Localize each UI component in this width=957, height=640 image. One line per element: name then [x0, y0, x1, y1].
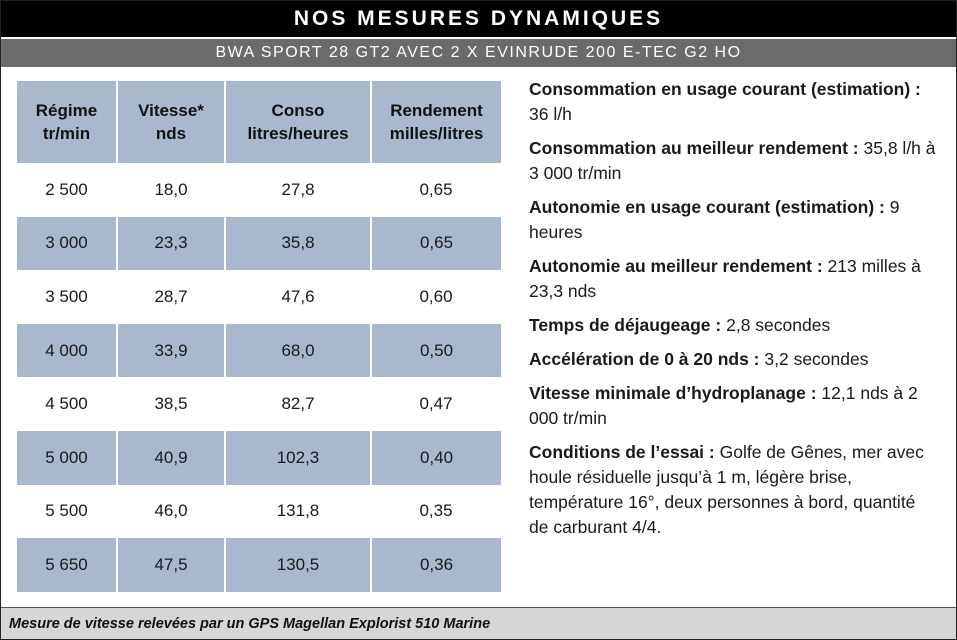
page-title [1, 1, 956, 37]
cell-vitesse: 33,9 [117, 324, 225, 378]
spec-label: Conditions de l’essai : [529, 442, 715, 462]
spec-dejaugeage [529, 313, 939, 338]
cell-regime: 3 500 [17, 270, 117, 324]
cell-conso: 27,8 [225, 163, 371, 217]
spec-conso-courante [529, 77, 939, 127]
title-text: NOS MESURES DYNAMIQUES [293, 7, 664, 30]
spec-acceleration [529, 347, 939, 372]
spec-hydroplanage [529, 381, 939, 431]
table-row [17, 538, 501, 592]
cell-rendement: 0,36 [371, 538, 501, 592]
cell-conso: 131,8 [225, 485, 371, 539]
table-row [17, 270, 501, 324]
table-row [17, 377, 501, 431]
cell-rendement: 0,35 [371, 485, 501, 539]
spec-conditions [529, 440, 939, 540]
cell-regime: 4 000 [17, 324, 117, 378]
cell-regime: 5 000 [17, 431, 117, 485]
cell-rendement: 0,47 [371, 377, 501, 431]
cell-regime: 3 000 [17, 217, 117, 271]
boat-subtitle [1, 37, 956, 67]
header-rendement: Rendement milles/litres [371, 81, 501, 163]
spec-value: 12,1 nds à 2 000 tr/min [529, 383, 918, 428]
cell-regime: 2 500 [17, 163, 117, 217]
subtitle-text: BWA SPORT 28 GT2 AVEC 2 X EVINRUDE 200 E-TEC G2 HO [215, 44, 742, 61]
header-regime: Régime tr/min [17, 81, 117, 163]
spec-value: 213 milles à 23,3 nds [529, 256, 921, 301]
cell-vitesse: 38,5 [117, 377, 225, 431]
cell-rendement: 0,60 [371, 270, 501, 324]
footer-note [1, 607, 956, 639]
header-vitesse: Vitesse* nds [117, 81, 225, 163]
spec-label: Accélération de 0 à 20 nds : [529, 349, 760, 369]
spec-value: Golfe de Gênes, mer avec houle résiduelle jusqu’à 1 m, légère brise, température 16°, deux personnes à bord, quantité de carburant 4/4. [529, 442, 924, 537]
spec-label: Consommation au meilleur rendement : [529, 138, 859, 158]
cell-conso: 68,0 [225, 324, 371, 378]
spec-label: Autonomie en usage courant (estimation) : [529, 197, 885, 217]
cell-vitesse: 23,3 [117, 217, 225, 271]
spec-label: Autonomie au meilleur rendement : [529, 256, 823, 276]
spec-label: Vitesse minimale d’hydroplanage : [529, 383, 817, 403]
measurements-table [17, 81, 502, 592]
table-row [17, 324, 501, 378]
specs-list [529, 77, 939, 549]
table-header-row [17, 81, 501, 163]
spec-conso-meilleur [529, 136, 939, 186]
spec-value: 35,8 l/h à 3 000 tr/min [529, 138, 936, 183]
cell-rendement: 0,40 [371, 431, 501, 485]
cell-conso: 130,5 [225, 538, 371, 592]
spec-value: 36 l/h [529, 104, 572, 124]
cell-regime: 5 650 [17, 538, 117, 592]
cell-conso: 102,3 [225, 431, 371, 485]
spec-autonomie-courante [529, 195, 939, 245]
spec-autonomie-meilleur [529, 254, 939, 304]
table-row [17, 217, 501, 271]
cell-regime: 5 500 [17, 485, 117, 539]
cell-conso: 47,6 [225, 270, 371, 324]
cell-rendement: 0,65 [371, 217, 501, 271]
content-area [1, 69, 956, 607]
table-row [17, 485, 501, 539]
cell-vitesse: 28,7 [117, 270, 225, 324]
spec-value: 2,8 secondes [721, 315, 831, 335]
cell-conso: 82,7 [225, 377, 371, 431]
cell-regime: 4 500 [17, 377, 117, 431]
table-row [17, 431, 501, 485]
cell-vitesse: 40,9 [117, 431, 225, 485]
cell-rendement: 0,50 [371, 324, 501, 378]
cell-vitesse: 47,5 [117, 538, 225, 592]
spec-value: 3,2 secondes [759, 349, 869, 369]
header-conso: Conso litres/heures [225, 81, 371, 163]
spec-label: Consommation en usage courant (estimation) : [529, 79, 921, 99]
spec-value: 9 heures [529, 197, 900, 242]
footer-text: Mesure de vitesse relevées par un GPS Magellan Explorist 510 Marine [9, 615, 491, 632]
cell-vitesse: 46,0 [117, 485, 225, 539]
measurements-table-wrap [17, 81, 501, 592]
cell-conso: 35,8 [225, 217, 371, 271]
cell-rendement: 0,65 [371, 163, 501, 217]
table-row [17, 163, 501, 217]
cell-vitesse: 18,0 [117, 163, 225, 217]
spec-label: Temps de déjaugeage : [529, 315, 722, 335]
